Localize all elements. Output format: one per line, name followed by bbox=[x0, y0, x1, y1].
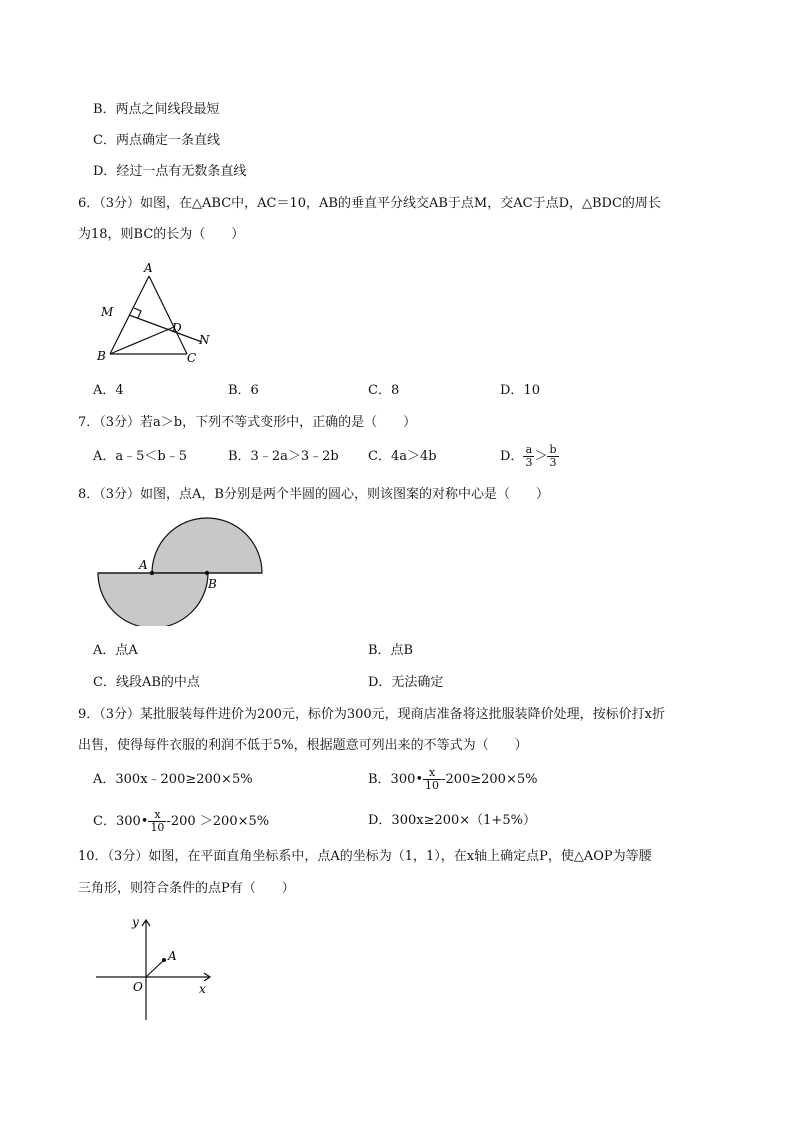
q6-option-c: C．8 bbox=[368, 383, 400, 398]
q10-stem-line2: 三角形，则符合条件的点P有（ ） bbox=[78, 881, 295, 896]
upper-semicircle bbox=[152, 518, 262, 573]
label-o: O bbox=[133, 980, 143, 994]
q9-option-b: B．300• $\frac{x}{10}$ -200≥200×5% bbox=[368, 766, 538, 792]
q7-option-b: B．3﹣2a＞3﹣2b bbox=[228, 449, 339, 464]
q8-option-b: B．点B bbox=[368, 643, 414, 658]
lower-semicircle bbox=[98, 573, 208, 626]
q6-triangle-figure bbox=[94, 258, 224, 368]
label-x: x bbox=[199, 982, 206, 996]
label-n: N bbox=[199, 333, 210, 347]
q6-stem-line2: 为18，则BC的长为（ ） bbox=[78, 227, 245, 242]
q7-option-d-frac2: $\frac{b}{3}$ bbox=[549, 443, 557, 469]
q8-semicircle-figure bbox=[94, 516, 266, 626]
q9-option-a: A．300x﹣200≥200×5% bbox=[93, 772, 253, 787]
label-a: A bbox=[144, 261, 153, 275]
label-a: A bbox=[139, 558, 148, 572]
q10-stem-line1: 10．（3分）如图，在平面直角坐标系中，点A的坐标为（1，1），在x轴上确定点P，使△AOP为等腰 bbox=[78, 849, 652, 864]
label-c: C bbox=[187, 351, 197, 365]
point-b bbox=[205, 571, 209, 575]
segment-bd bbox=[110, 327, 174, 354]
q9-stem-line1: 9．（3分）某批服装每件进价为200元，标价为300元，现商店准备将这批服装降价处理，按标价打x折 bbox=[78, 707, 666, 722]
label-m: M bbox=[101, 305, 114, 319]
q9-option-d: D．300x≥200×（1+5%） bbox=[368, 813, 536, 828]
q9-option-c-fraction: $\frac{x}{10}$ bbox=[150, 808, 165, 834]
label-b: B bbox=[97, 349, 106, 363]
q8-option-c: C．线段AB的中点 bbox=[93, 675, 200, 690]
q10-coordinate-figure bbox=[92, 910, 217, 1025]
q7-option-d-prefix: D． bbox=[500, 449, 524, 464]
label-y: y bbox=[132, 915, 139, 929]
right-angle-mark bbox=[134, 308, 141, 318]
point-a bbox=[150, 571, 154, 575]
segment-oa bbox=[146, 960, 164, 977]
perpendicular-bisector bbox=[129, 315, 202, 342]
q7-option-d-frac1: $\frac{a}{3}$ bbox=[525, 443, 533, 469]
q7-stem: 7．（3分）若a＞b，下列不等式变形中，正确的是（ ） bbox=[78, 415, 417, 430]
q9-option-c: C．300• $\frac{x}{10}$ -200 ＞200×5% bbox=[93, 808, 270, 834]
label-b: B bbox=[208, 577, 217, 591]
q7-option-a: A．a﹣5＜b﹣5 bbox=[93, 449, 188, 464]
q6-option-a: A．4 bbox=[93, 383, 124, 398]
q7-option-d-op: ＞ bbox=[534, 449, 548, 464]
q6-option-d: D．10 bbox=[500, 383, 540, 398]
q7-option-d bbox=[500, 444, 559, 470]
segment-ac bbox=[149, 276, 187, 354]
q8-stem: 8．（3分）如图，点A，B分别是两个半圆的圆心，则该图案的对称中心是（ ） bbox=[78, 487, 549, 502]
q7-option-c: C．4a＞4b bbox=[368, 449, 437, 464]
point-a bbox=[162, 958, 166, 962]
label-d: D bbox=[172, 321, 182, 335]
q5-option-d: D．经过一点有无数条直线 bbox=[93, 164, 247, 179]
q9-stem-line2: 出售，使得每件衣服的利润不低于5%，根据题意可列出来的不等式为（ ） bbox=[78, 738, 528, 753]
label-a: A bbox=[168, 949, 177, 963]
q8-option-a: A．点A bbox=[93, 643, 138, 658]
q5-option-c: C．两点确定一条直线 bbox=[93, 133, 220, 148]
q6-stem-line1: 6．（3分）如图，在△ABC中，AC＝10，AB的垂直平分线交AB于点M，交AC于点D，△BDC的周长 bbox=[78, 196, 661, 211]
q5-option-b: B．两点之间线段最短 bbox=[93, 102, 220, 117]
q6-option-b: B．6 bbox=[228, 383, 259, 398]
q8-option-d: D．无法确定 bbox=[368, 675, 444, 690]
q9-option-b-fraction: $\frac{x}{10}$ bbox=[425, 766, 440, 792]
